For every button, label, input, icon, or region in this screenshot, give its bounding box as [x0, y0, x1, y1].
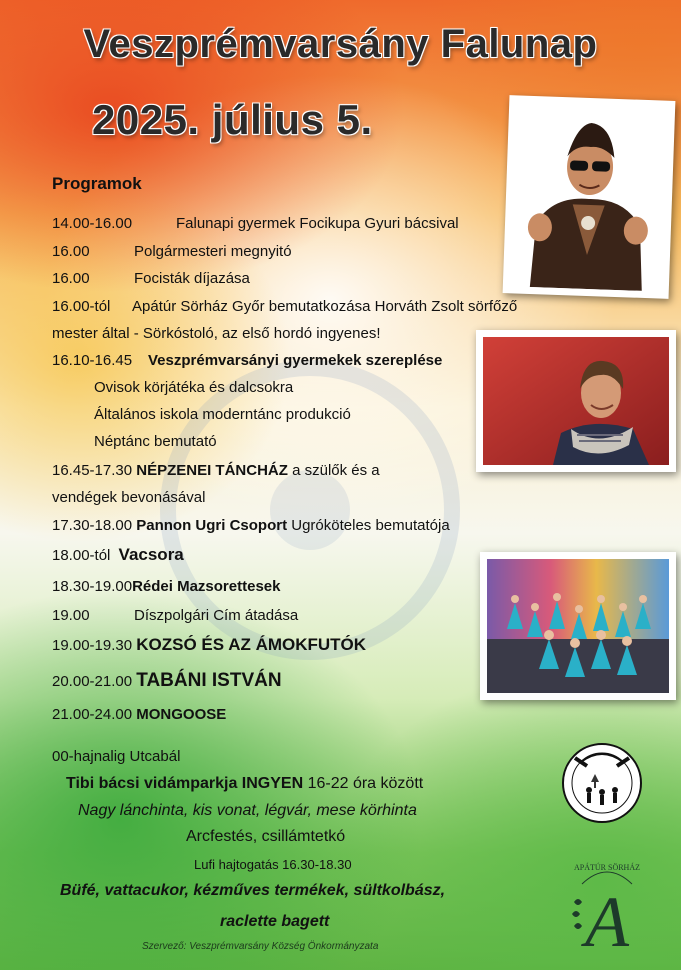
program-subitem: Néptánc bemutató — [94, 433, 217, 450]
balloon-line: Lufi hajtogatás 16.30-18.30 — [194, 857, 352, 872]
program-item-11 — [52, 635, 366, 655]
program-time: 16.45-17.30 — [52, 462, 133, 479]
food-line-2: raclette bagett — [220, 913, 330, 930]
brewery-logo-letter: A — [585, 882, 629, 958]
program-time: 21.00-24.00 — [52, 706, 133, 723]
jump-rope-logo — [561, 742, 643, 824]
program-item-1 — [52, 215, 459, 232]
program-text: Díszpolgári Cím átadása — [134, 607, 299, 624]
program-item-4-cont: mester által - Sörkóstoló, az első hordó ingyenes! — [52, 325, 381, 342]
program-text: Ugróköteles bemutatója — [291, 517, 450, 534]
program-text: Focisták díjazása — [134, 270, 250, 287]
program-item-6-cont: vendégek bevonásával — [52, 489, 206, 506]
program-subitem: Ovisok körjátéka és dalcsokra — [94, 379, 294, 396]
program-item-14: 00-hajnalig Utcabál — [52, 748, 181, 765]
program-time: 19.00 — [52, 607, 90, 624]
program-time: 14.00-16.00 — [52, 215, 133, 232]
program-item-8 — [52, 545, 184, 565]
chakra-hub-watermark — [270, 470, 350, 550]
photo-performer-2 — [476, 330, 676, 472]
program-highlight: KOZSÓ ÉS AZ ÁMOKFUTÓK — [136, 635, 367, 654]
program-text: Polgármesteri megnyitó — [134, 243, 292, 260]
program-item-2 — [52, 243, 292, 260]
program-highlight: Pannon Ugri Csoport — [136, 517, 288, 534]
brewery-logo — [566, 854, 648, 958]
program-item-3 — [52, 270, 250, 287]
program-highlight: TABÁNI ISTVÁN — [136, 670, 282, 691]
program-heading: Programok — [52, 174, 142, 193]
funfair-line — [66, 775, 423, 793]
program-time: 18.30-19.00 — [52, 578, 133, 595]
program-item-4 — [52, 298, 517, 315]
program-time: 16.10-16.45 — [52, 352, 133, 369]
program-text: Veszprémvarsányi gyermekek szereplése — [148, 352, 443, 369]
program-item-7 — [52, 517, 450, 534]
program-text: a szülők és a — [292, 462, 380, 479]
food-line-1: Büfé, vattacukor, kézműves termékek, sültkolbász, — [60, 882, 446, 899]
program-time: 19.00-19.30 — [52, 637, 133, 654]
program-item-12 — [52, 670, 282, 692]
face-paint-line: Arcfestés, csillámtetkó — [186, 828, 346, 845]
photo-performer-1 — [503, 95, 676, 299]
brewery-logo-icon — [566, 854, 648, 958]
poster-title: Veszprémvarsány Falunap — [83, 22, 598, 66]
jump-rope-logo-icon — [561, 742, 643, 824]
funfair-highlight: Tibi bácsi vidámparkja INGYEN — [66, 775, 304, 792]
program-time: 18.00-tól — [52, 547, 111, 564]
program-time: 20.00-21.00 — [52, 673, 133, 690]
event-date: 2025. július 5. — [92, 96, 373, 143]
program-item-5 — [52, 352, 442, 369]
photo-majorettes — [480, 552, 676, 700]
program-item-13 — [52, 706, 226, 723]
program-highlight: Rédei Mazsorettesek — [132, 578, 281, 595]
majorettes-image — [487, 559, 669, 693]
program-subitem: Általános iskola moderntánc produkció — [94, 406, 351, 423]
performer-2-image — [483, 337, 669, 465]
program-item-9 — [52, 578, 280, 595]
performer-1-image — [510, 102, 668, 291]
program-time: 16.00-tól — [52, 298, 111, 315]
program-time: 16.00 — [52, 270, 90, 287]
program-text: Apátúr Sörház Győr bemutatkozása Horváth Zsolt sörfőző — [132, 298, 518, 315]
program-highlight: MONGOOSE — [136, 706, 227, 723]
program-time: 16.00 — [52, 243, 90, 260]
program-highlight: NÉPZENEI TÁNCHÁZ — [136, 462, 288, 479]
program-item-10 — [52, 607, 298, 624]
brewery-logo-text: APÁTÚR SÖRHÁZ — [573, 863, 641, 872]
organizer: Szervező: Veszprémvarsány Község Önkormányzata — [142, 941, 379, 952]
program-text: Falunapi gyermek Focikupa Gyuri bácsival — [176, 215, 459, 232]
program-time: 17.30-18.00 — [52, 517, 133, 534]
funfair-time: 16-22 óra között — [307, 775, 424, 792]
program-highlight: Vacsora — [118, 545, 184, 564]
rides-line: Nagy lánchinta, kis vonat, légvár, mese körhinta — [78, 802, 417, 819]
program-item-6 — [52, 462, 380, 479]
